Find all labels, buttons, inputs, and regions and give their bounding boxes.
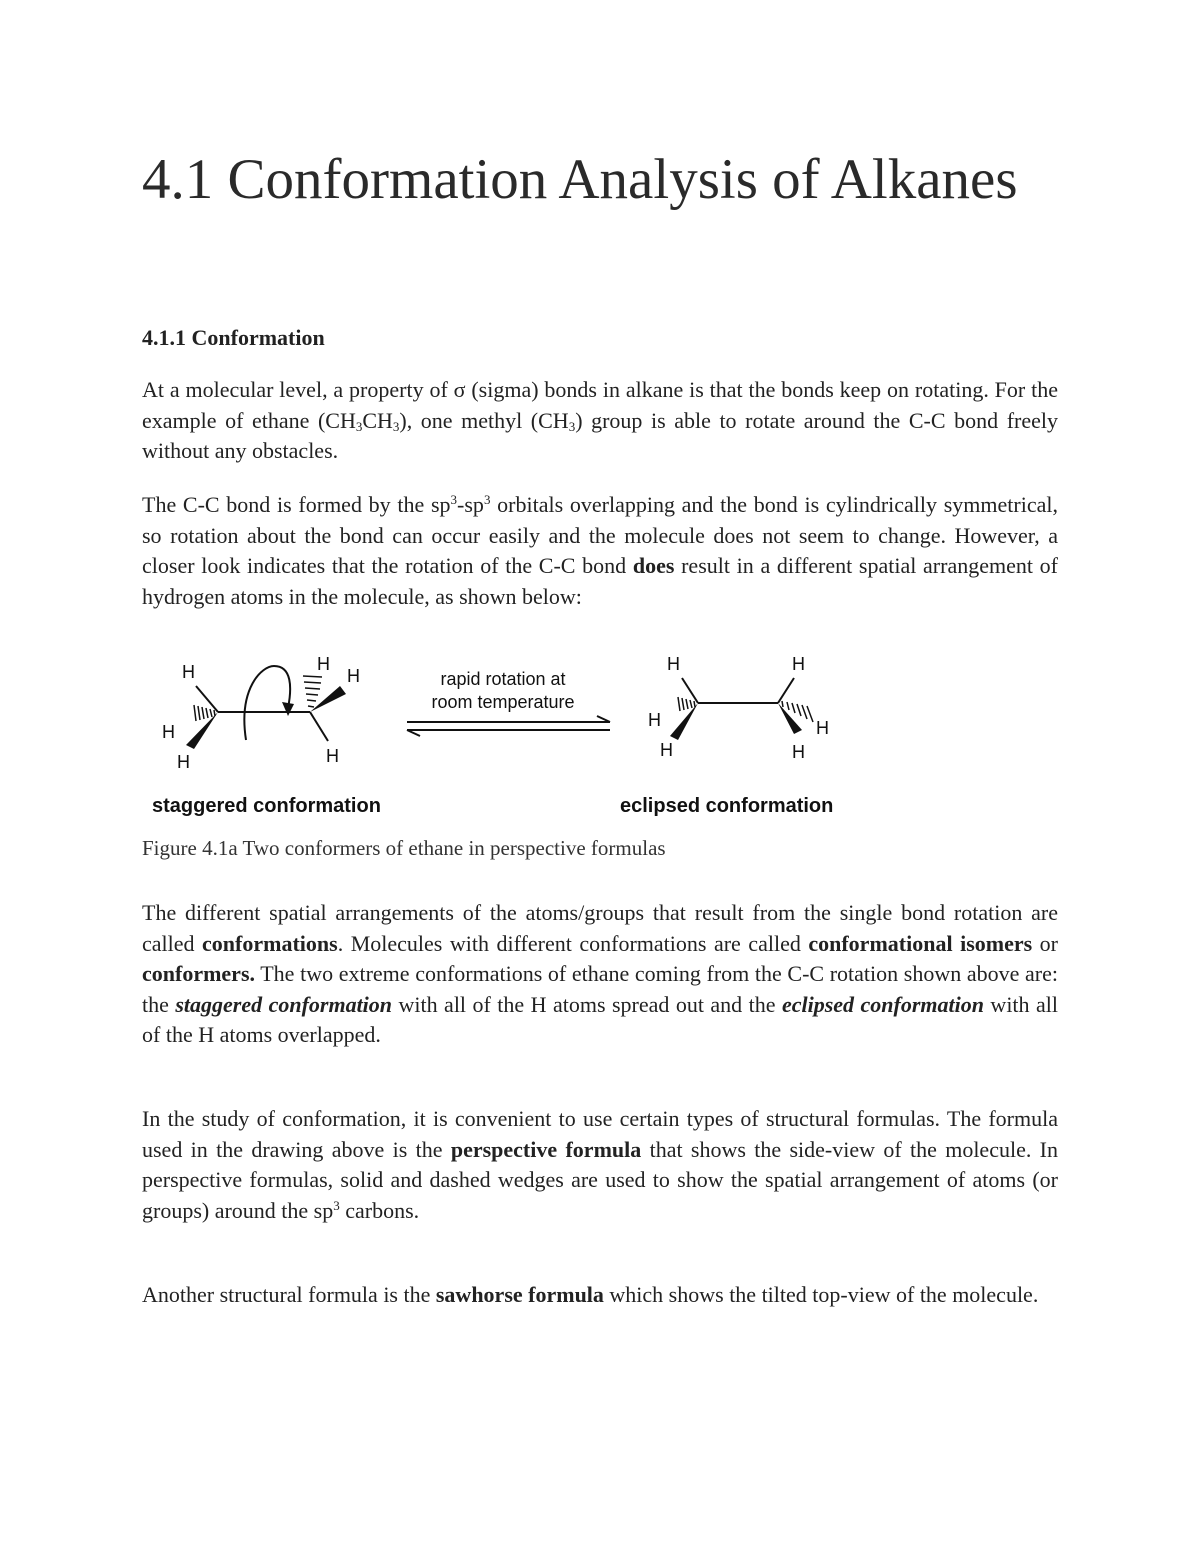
atom-h: H	[182, 662, 195, 682]
p1-sub-2: 3	[392, 418, 400, 434]
p4-text-c: carbons.	[339, 1197, 420, 1223]
p1-sub-1: 3	[355, 418, 363, 434]
equilibrium-arrows	[407, 669, 610, 736]
p5-text-b: which shows the tilted top-view of the molecule.	[603, 1282, 1039, 1307]
arrow-label-line-2: room temperature	[431, 692, 575, 712]
p3-text-b: . Molecules with different conformations are called	[337, 930, 809, 956]
p2-text-d: result in a different spatial arrangement of hydrogen atoms in the molecule, as shown below:	[142, 553, 1058, 609]
p4-text-a: In the study of conformation, it is convenient to use certain types of structural formulas. The formula used in the drawing above is the	[142, 1106, 1058, 1162]
atom-h: H	[816, 718, 829, 738]
p4-text-b: that shows the side-view of the molecule. In perspective formulas, solid and dashed wedges are used to show the spatial arrangement of atoms (or groups) around the sp	[142, 1136, 1058, 1223]
atom-h: H	[792, 742, 805, 762]
paragraph-perspective-formula	[142, 1104, 1058, 1226]
p1-text-c: ), one methyl (CH	[399, 407, 569, 433]
p3-text-a: The different spatial arrangements of the atoms/groups that result from the single bond rotation are called	[142, 900, 1058, 956]
p2-text-c: orbitals overlapping and the bond is cylindrically symmetrical, so rotation about the bond can occur easily and the molecule does not seem to change. However, a closer look indicates that the rotation of the C-C bond	[142, 492, 1058, 578]
p2-text-b: -sp	[457, 492, 484, 517]
term-conformations: conformations	[202, 930, 338, 956]
staggered-label: staggered conformation	[152, 795, 381, 817]
term-eclipsed-conformation: eclipsed conformation	[781, 991, 984, 1017]
p1-text-a: At a molecular level, a property of σ (sigma) bonds in alkane is that the bonds keep on rotating. For the example of ethane (CH	[142, 377, 1058, 433]
atom-h: H	[326, 746, 339, 766]
term-perspective-formula: perspective formula	[450, 1136, 642, 1162]
paragraph-sawhorse-formula	[142, 1280, 1058, 1311]
eclipsed-label: eclipsed conformation	[620, 795, 834, 817]
figure-caption: Figure 4.1a Two conformers of ethane in perspective formulas	[142, 836, 666, 860]
paragraph-conformations	[142, 898, 1058, 1051]
p1-text-b: CH	[362, 407, 393, 433]
staggered-molecule	[162, 654, 360, 772]
atom-h: H	[177, 752, 190, 772]
atom-h: H	[317, 654, 330, 674]
atom-h: H	[648, 710, 661, 730]
term-sawhorse-formula: sawhorse formula	[435, 1282, 604, 1307]
page-title: 4.1 Conformation Analysis of Alkanes	[142, 148, 1018, 211]
p3-text-d: The two extreme conformations of ethane coming from the C-C rotation shown above are: the	[142, 961, 1058, 1017]
atom-h: H	[162, 722, 175, 742]
p2-text-a: The C-C bond is formed by the sp	[142, 492, 451, 517]
arrow-label-line-1: rapid rotation at	[440, 669, 566, 689]
term-conformers: conformers.	[142, 961, 256, 986]
p2-bold-does: does	[632, 553, 675, 578]
ethane-conformers-figure	[142, 648, 852, 833]
ethane-diagram	[142, 648, 852, 833]
atom-h: H	[792, 654, 805, 674]
atom-h: H	[667, 654, 680, 674]
term-staggered-conformation: staggered conformation	[175, 991, 393, 1017]
p3-text-e: with all of the H atoms spread out and the	[392, 991, 782, 1017]
paragraph-sigma-bonds	[142, 375, 1058, 467]
paragraph-cc-bond	[142, 490, 1058, 612]
p1-sub-3: 3	[568, 418, 576, 434]
p4-sup-1: 3	[333, 1197, 340, 1213]
eclipsed-molecule	[648, 654, 829, 762]
section-heading: 4.1.1 Conformation	[142, 325, 325, 350]
p1-text-d: ) group is able to rotate around the C-C bond freely without any obstacles.	[142, 407, 1058, 463]
atom-h: H	[347, 666, 360, 686]
term-conformational-isomers: conformational isomers	[808, 930, 1033, 956]
p3-text-c: or	[1032, 930, 1059, 956]
p2-sup-1: 3	[450, 492, 458, 507]
p5-text-a: Another structural formula is the	[142, 1282, 436, 1307]
p2-sup-2: 3	[483, 492, 491, 507]
atom-h: H	[660, 740, 673, 760]
p3-text-f: with all of the H atoms overlapped.	[142, 991, 1058, 1047]
